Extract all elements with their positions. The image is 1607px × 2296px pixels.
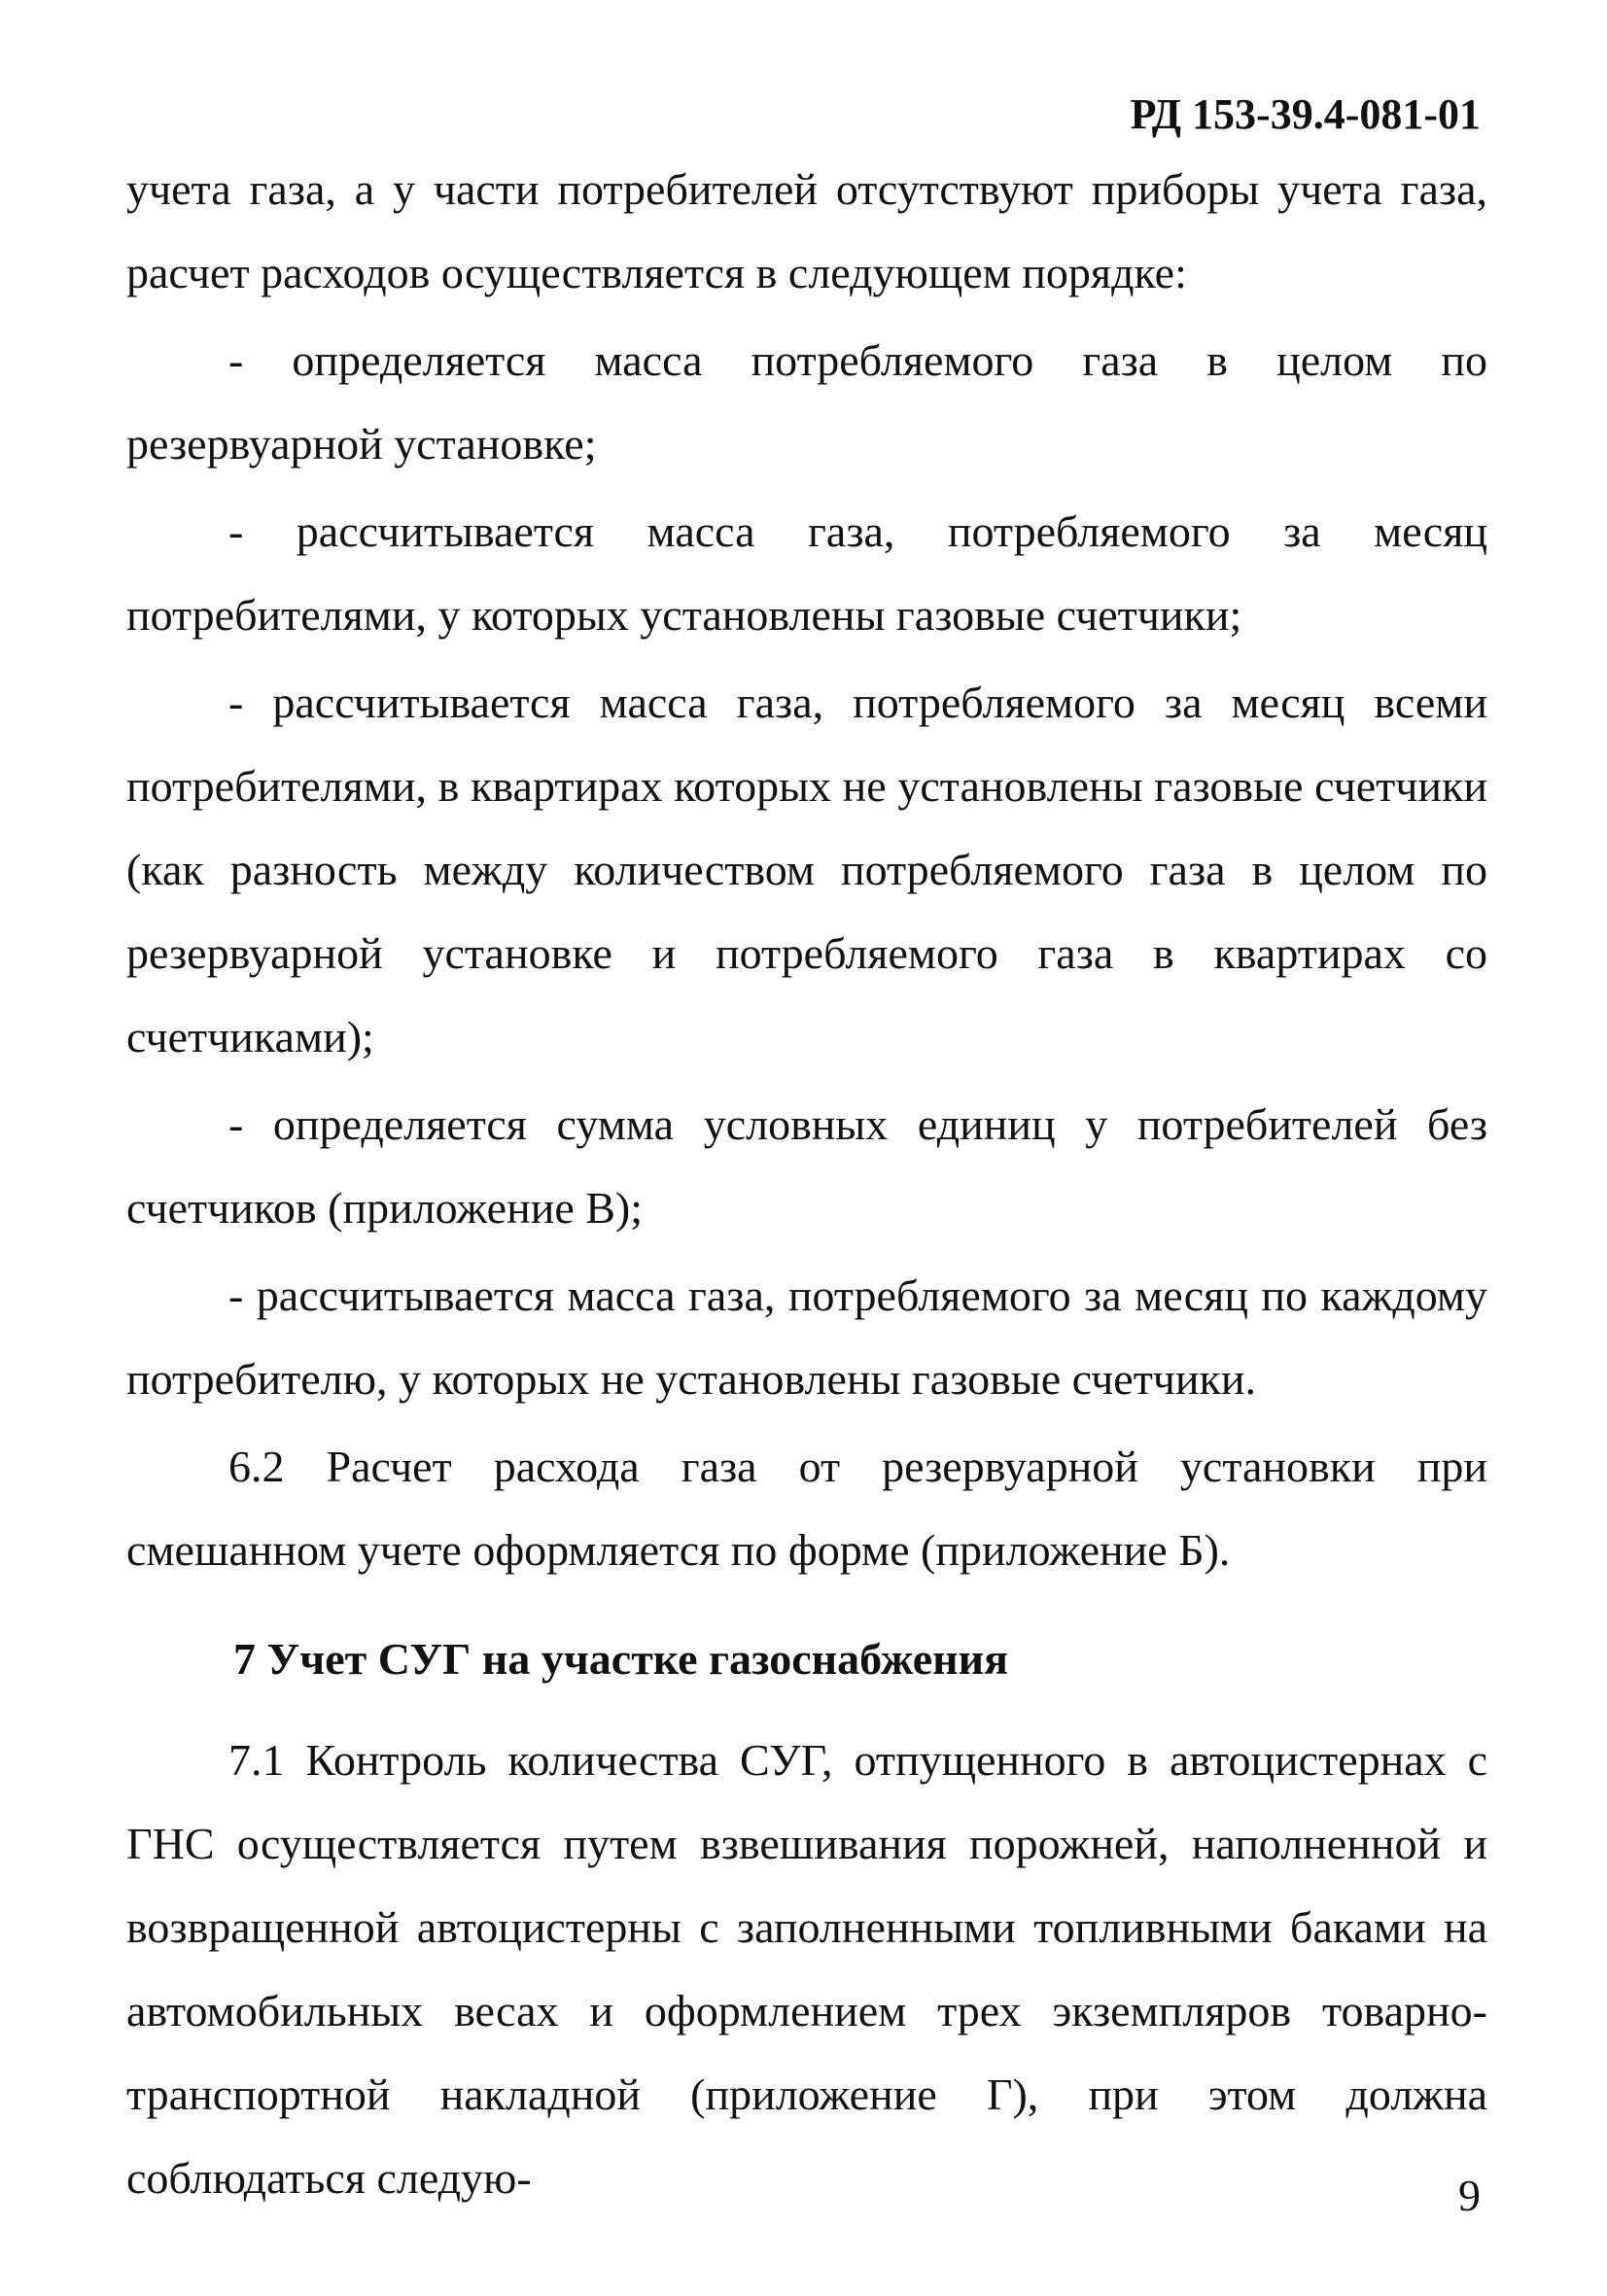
document-code: РД 153-39.4-081-01 — [1130, 90, 1481, 138]
body-text-lower — [126, 1719, 1487, 2220]
list-item: - определяется масса потребляемого газа в целом по резервуарной установке; — [126, 335, 1487, 469]
list-item: - определяется сумма условных единиц у потребителей без счетчиков (приложение В); — [126, 1099, 1487, 1233]
intro-paragraph: учета газа, а у части потребителей отсутствуют приборы учета газа, расчет расходов осуществляется в следующем порядке: — [126, 164, 1487, 297]
page-number: 9 — [1458, 2171, 1481, 2220]
paragraph-6-2: 6.2 Расчет расхода газа от резервуарной установки при смешанном учете оформляется по форме (приложение Б). — [126, 1442, 1487, 1575]
list-item: - рассчитывается масса газа, потребляемого за месяц всеми потребителями, в квартирах которых не установлены газовые счетчики (как разность между количеством потребляемого газа в целом по резервуарной установке и потребляемого газа в квартирах со счетчиками); — [126, 678, 1487, 1061]
paragraph-7-1: 7.1 Контроль количества СУГ, отпущенного в автоцистернах с ГНС осуществляется путем взвешивания порожней, наполненной и возвращенной автоцистерны с заполненными топливными баками на автомобильных весах и оформлением трех экземпляров товарно-транспортной накладной (приложение Г), при этом должна соблюдаться следую- — [126, 1735, 1487, 2203]
list-item: - рассчитывается масса газа, потребляемого за месяц потребителями, у которых установлены газовые счетчики; — [126, 506, 1487, 640]
section-7-heading: 7 Учет СУГ на участке газоснабжения — [233, 1634, 1009, 1684]
list-item: - рассчитывается масса газа, потребляемого за месяц по каждому потребителю, у которых не установлены газовые счетчики. — [126, 1270, 1487, 1404]
body-text-upper — [126, 148, 1487, 1592]
